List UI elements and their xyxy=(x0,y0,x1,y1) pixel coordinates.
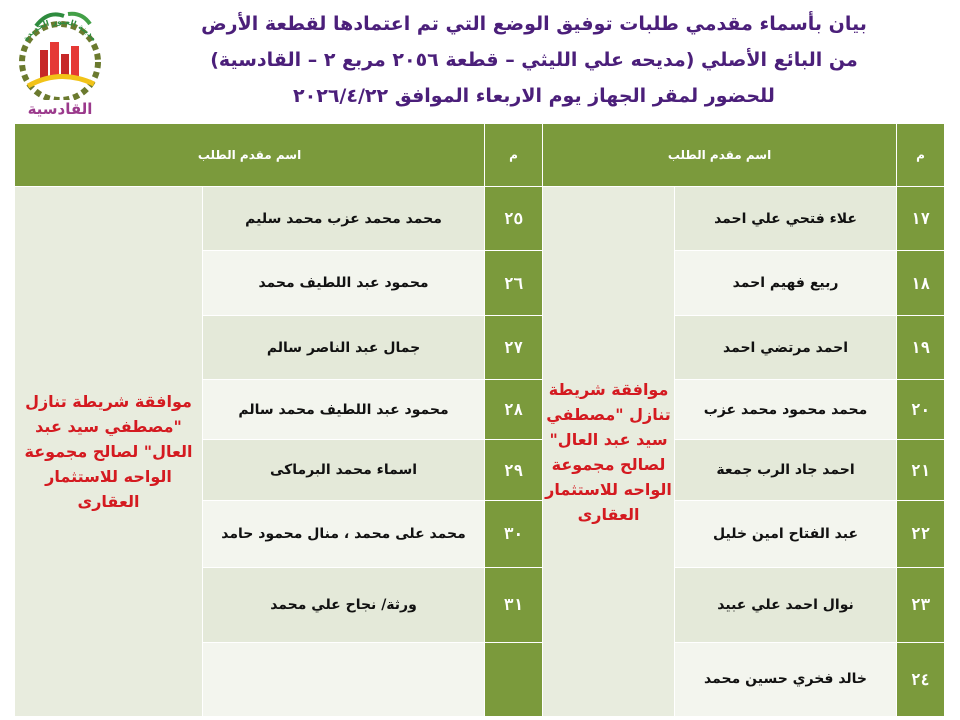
row-number: ٢٤ xyxy=(897,642,945,716)
row-number: ٢٧ xyxy=(485,316,543,380)
row-number: ٢٩ xyxy=(485,440,543,500)
row-number: ٢٦ xyxy=(485,251,543,316)
applicant-name: جمال عبد الناصر سالم xyxy=(203,316,485,380)
applicant-name: نوال احمد علي عبيد xyxy=(675,567,897,642)
header-name-right: اسم مقدم الطلب xyxy=(543,124,897,187)
approval-note-left-text: موافقة شريطة تنازل "مصطفي سيد عبد العال" لصالح مجموعة الواحه للاستثمار العقارى xyxy=(24,392,193,512)
row-number: ١٩ xyxy=(897,316,945,380)
applicant-name: عبد الفتاح امين خليل xyxy=(675,500,897,567)
applicant-name: ورثة/ نجاح علي محمد xyxy=(203,567,485,642)
applicant-name: اسماء محمد البرماكى xyxy=(203,440,485,500)
applicant-name: احمد مرتضي احمد xyxy=(675,316,897,380)
row-number: ٢٥ xyxy=(485,187,543,251)
applicant-name: علاء فتحي علي احمد xyxy=(675,187,897,251)
title-line-3: للحضور لمقر الجهاز يوم الاربعاء الموافق ٢٠٢٦/٤/٢٢ xyxy=(293,85,775,107)
header-num-left: م xyxy=(485,124,543,187)
row-number xyxy=(485,642,543,716)
row-number: ٣١ xyxy=(485,567,543,642)
row-number: ١٧ xyxy=(897,187,945,251)
logo-arc-text: مدينة العبور الجديدة xyxy=(21,16,99,43)
row-number: ٣٠ xyxy=(485,500,543,567)
title-line-2: من البائع الأصلي (مديحه علي الليثي – قطعة ٢٠٥٦ مربع ٢ – القادسية) xyxy=(210,49,858,71)
applicant-name: خالد فخري حسين محمد xyxy=(675,642,897,716)
applicants-table xyxy=(14,123,945,717)
logo xyxy=(6,4,114,120)
header-name-left: اسم مقدم الطلب xyxy=(15,124,485,187)
row-number: ٢٨ xyxy=(485,380,543,440)
applicant-name: محمود عبد اللطيف محمد سالم xyxy=(203,380,485,440)
header-num-right: م xyxy=(897,124,945,187)
gear-city-logo-icon xyxy=(6,4,114,100)
applicant-name: محمود عبد اللطيف محمد xyxy=(203,251,485,316)
approval-note-right-text: موافقة شريطة تنازل "مصطفي سيد عبد العال" لصالح مجموعة الواحه للاستثمار العقارى xyxy=(545,379,672,524)
approval-note-right xyxy=(543,187,675,717)
row-number: ٢٢ xyxy=(897,500,945,567)
applicant-name: محمد محمود محمد عزب xyxy=(675,380,897,440)
applicant-name: محمد محمد عزب محمد سليم xyxy=(203,187,485,251)
applicant-name: ربيع فهيم احمد xyxy=(675,251,897,316)
row-number: ٢١ xyxy=(897,440,945,500)
page-title xyxy=(118,6,950,114)
logo-caption: القادسية xyxy=(27,100,93,118)
approval-note-left xyxy=(15,187,203,717)
row-number: ٢٠ xyxy=(897,380,945,440)
title-line-1: بيان بأسماء مقدمي طلبات توفيق الوضع التي تم اعتمادها لقطعة الأرض xyxy=(201,13,867,35)
row-number: ١٨ xyxy=(897,251,945,316)
table-header-row xyxy=(15,124,945,187)
row-number: ٢٣ xyxy=(897,567,945,642)
table-row xyxy=(15,187,945,251)
applicant-name: احمد جاد الرب جمعة xyxy=(675,440,897,500)
applicant-name xyxy=(203,642,485,716)
applicant-name: محمد على محمد ، منال محمود حامد xyxy=(203,500,485,567)
